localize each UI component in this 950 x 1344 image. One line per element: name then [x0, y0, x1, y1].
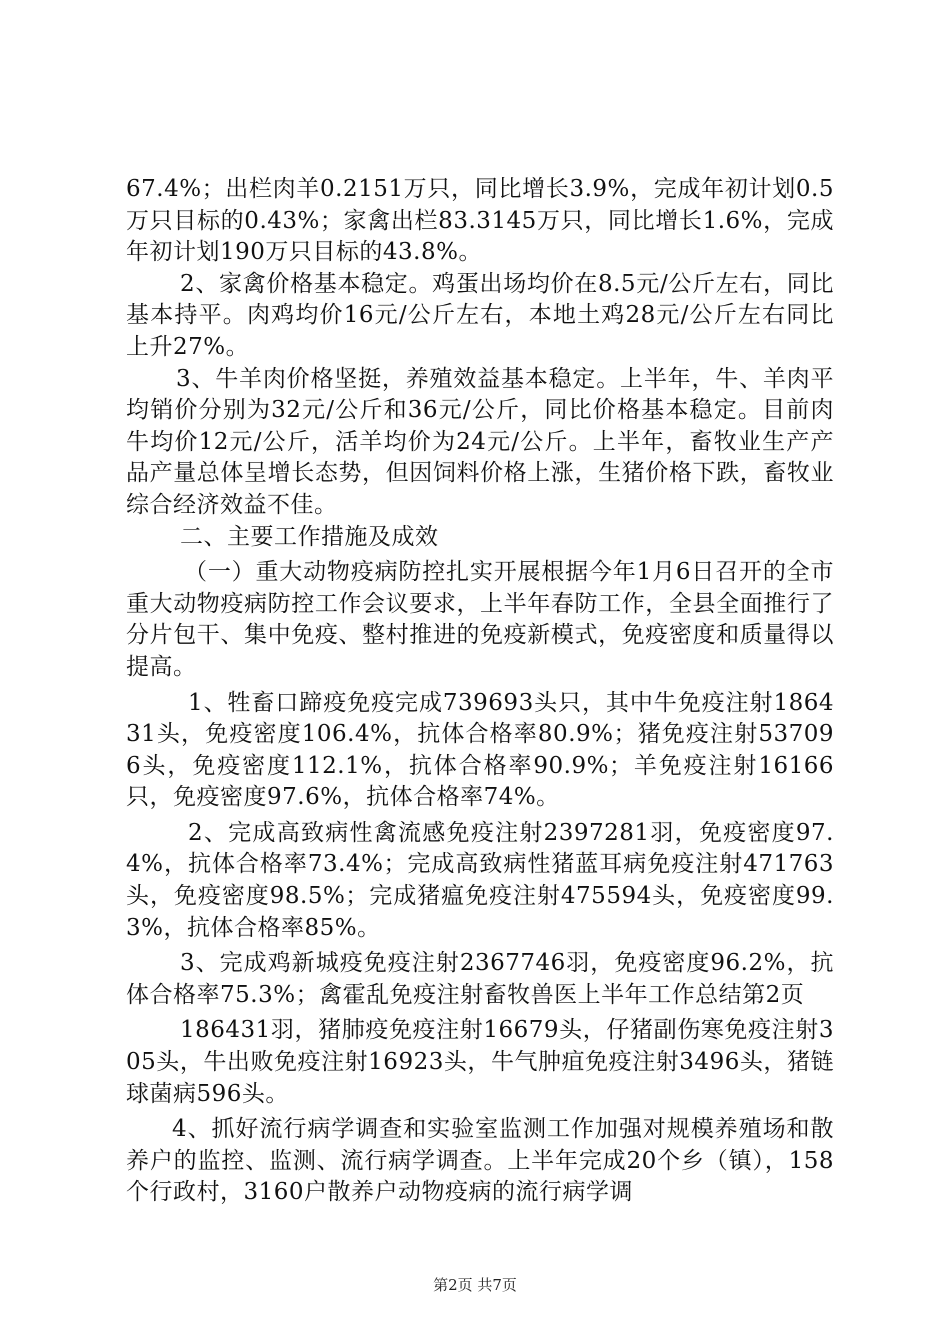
paragraph-other-vaccinations: 186431羽，猪肺疫免疫注射16679头，仔猪副伤寒免疫注射305头，牛出败免疫注射16923头，牛气肿疽免疫注射3496头，猪链球菌病596头。 [126, 1017, 834, 1107]
document-body [126, 174, 834, 1209]
paragraph-newcastle-disease: 3、完成鸡新城疫免疫注射2367746羽，免疫密度96.2%，抗体合格率75.3%；禽霍乱免疫注射畜牧兽医上半年工作总结第2页 [126, 950, 834, 1008]
paragraph-beef-mutton-price: 3、牛羊肉价格坚挺，养殖效益基本稳定。上半年，牛、羊肉平均销价分别为32元/公斤和36元/公斤，同比价格基本稳定。目前肉牛均价12元/公斤，活羊均价为24元/公斤。上半年，畜牧业生产产品产量总体呈增长态势，但因饲料价格上涨，生猪价格下跌，畜牧业综合经济效益不佳。 [126, 365, 834, 518]
paragraph-epidemic-control: （一）重大动物疫病防控扎实开展根据今年1月6日召开的全市重大动物疫病防控工作会议要求，上半年春防工作，全县全面推行了分片包干、集中免疫、整村推进的免疫新模式，免疫密度和质量得以提高。 [126, 559, 834, 680]
section-heading-measures: 二、主要工作措施及成效 [180, 523, 439, 550]
page-footer: 第2页 共7页 [433, 1276, 517, 1294]
paragraph-foot-and-mouth: 1、牲畜口蹄疫免疫完成739693头只，其中牛免疫注射186431头，免疫密度106.4%，抗体合格率80.9%；猪免疫注射537096头，免疫密度112.1%，抗体合格率90.9%；羊免疫注射16166只，免疫密度97.6%，抗体合格率74%。 [126, 689, 834, 811]
paragraph-poultry-price: 2、家禽价格基本稳定。鸡蛋出场均价在8.5元/公斤左右，同比基本持平。肉鸡均价16元/公斤左右，本地土鸡28元/公斤左右同比上升27%。 [126, 270, 834, 360]
paragraph-livestock-output: 67.4%；出栏肉羊0.2151万只，同比增长3.9%，完成年初计划0.5万只目标的0.43%；家禽出栏83.3145万只，同比增长1.6%，完成年初计划190万只目标的43.8%。 [126, 176, 834, 266]
paragraph-epidemiology-survey: 4、抓好流行病学调查和实验室监测工作加强对规模养殖场和散养户的监控、监测、流行病学调查。上半年完成20个乡（镇），158个行政村，3160户散养户动物疫病的流行病学调 [126, 1116, 834, 1206]
paragraph-avian-influenza: 2、完成高致病性禽流感免疫注射2397281羽，免疫密度97.4%，抗体合格率73.4%；完成高致病性猪蓝耳病免疫注射471763头，免疫密度98.5%；完成猪瘟免疫注射475594头，免疫密度99.3%，抗体合格率85%。 [126, 819, 834, 941]
